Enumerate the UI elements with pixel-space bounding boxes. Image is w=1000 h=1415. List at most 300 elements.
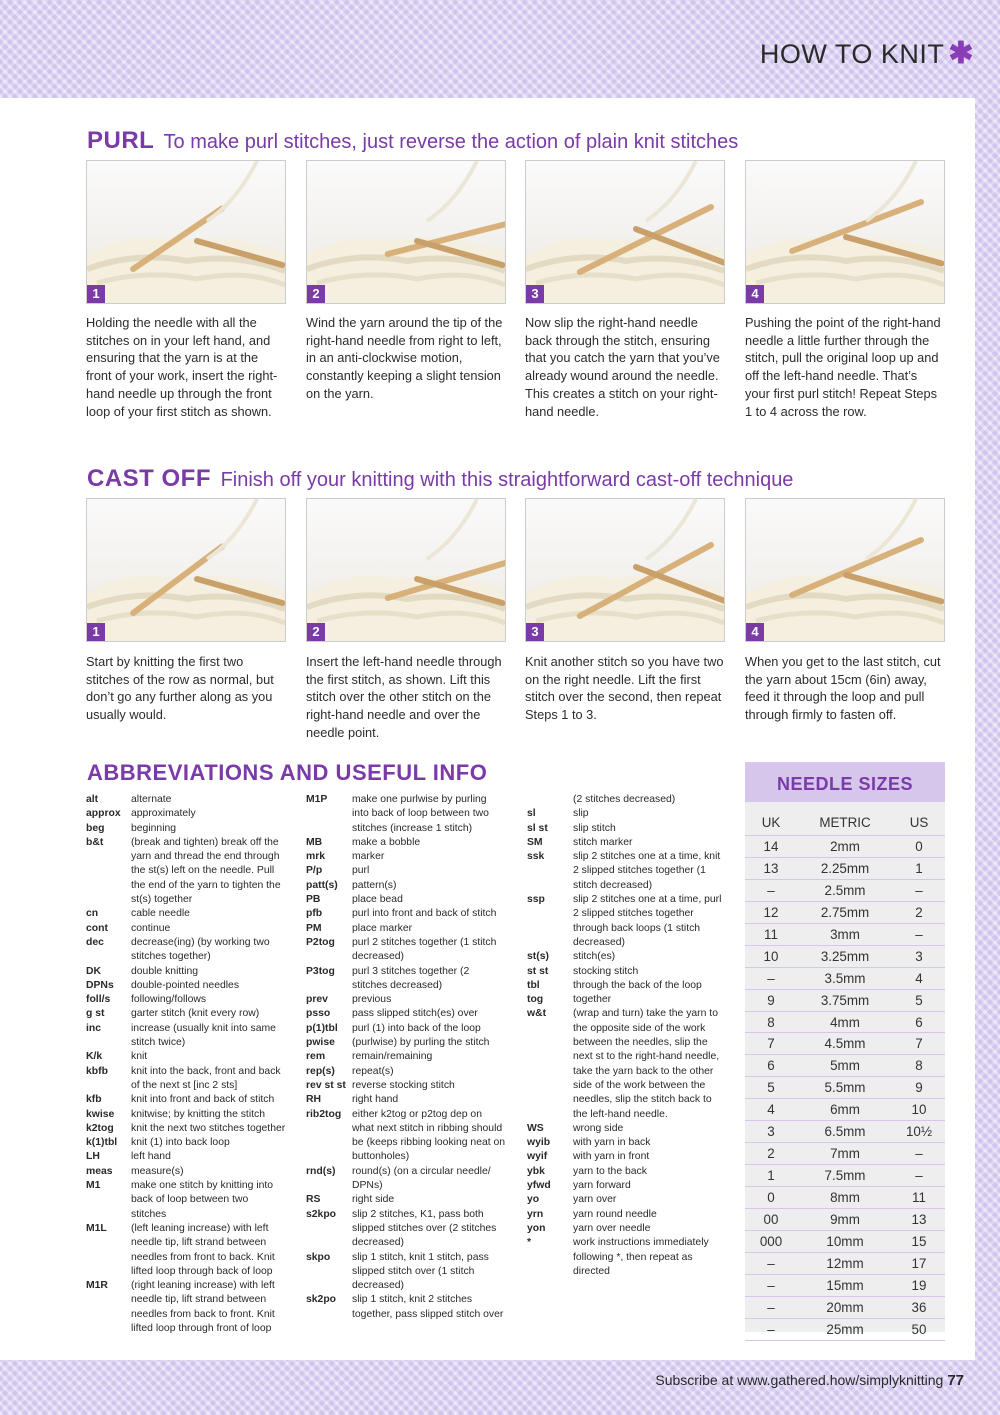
purl-step-text: Wind the yarn around the tip of the right-hand needle from right to left, in an anti-clockwise motion, constantly keeping a slight tension on the yarn. bbox=[306, 315, 503, 401]
abbreviation-entry bbox=[527, 1222, 727, 1236]
abbreviation-meaning: (break and tighten) break off the yarn and thread the end through the st(s) left on the needle. Pull the end of the yarn to tighten the st(s) together bbox=[131, 836, 281, 906]
abbreviation-meaning: purl into front and back of stitch bbox=[352, 908, 497, 920]
abbreviation-meaning: slip 1 stitch, knit 1 stitch, pass slipped stitch over (1 stitch decreased) bbox=[352, 1251, 489, 1292]
needle-sizes-cell: – bbox=[915, 926, 923, 942]
abbreviation-term: PM bbox=[306, 922, 322, 934]
abbreviation-term: M1 bbox=[86, 1180, 101, 1192]
needle-sizes-row bbox=[745, 1297, 945, 1319]
purl-step-photo bbox=[525, 160, 725, 304]
abbreviation-meaning: repeat(s) bbox=[352, 1065, 394, 1077]
abbreviation-term: kbfb bbox=[86, 1065, 108, 1077]
abbreviation-meaning: yarn over needle bbox=[573, 1222, 651, 1234]
castoff-step-text: Insert the left-hand needle through the first stitch, as shown. Lift this stitch over the other stitch on the right-hand needle and over the needle point. bbox=[306, 654, 502, 740]
abbreviation-entry bbox=[86, 1136, 286, 1150]
abbreviation-term: P3tog bbox=[306, 965, 335, 977]
abbreviation-entry bbox=[86, 1093, 286, 1107]
needle-sizes-cell: 2.5mm bbox=[824, 882, 866, 898]
abbreviation-entry bbox=[86, 1122, 286, 1136]
needle-sizes-cell: 4.5mm bbox=[824, 1036, 866, 1052]
abbreviation-meaning: measure(s) bbox=[131, 1165, 184, 1177]
needle-sizes-cell: 15 bbox=[911, 1233, 927, 1249]
abbreviation-meaning: (wrap and turn) take the yarn to the opposite side of the work between the needles, slip the next st to the right-hand needle, take the yarn back to the other side of the work between the needles, slip the stitch back to the left-hand needle. bbox=[573, 1008, 720, 1120]
abbreviation-term: RS bbox=[306, 1194, 321, 1206]
abbreviation-entry bbox=[86, 936, 286, 965]
needle-sizes-cell: 3.5mm bbox=[824, 970, 866, 986]
purl-step-text: Holding the needle with all the stitches on in your left hand, and ensuring that the yarn is at the front of your work, insert the right-hand needle up through the front loop of your first stitch as shown. bbox=[86, 315, 278, 419]
needle-sizes-cell: 3 bbox=[767, 1124, 775, 1140]
needle-sizes-header-cell: UK bbox=[761, 815, 781, 830]
purl-keyword: PURL bbox=[87, 127, 155, 154]
needle-sizes-row bbox=[745, 946, 945, 968]
abbreviation-meaning: cable needle bbox=[131, 908, 190, 920]
abbreviation-term: rev st st bbox=[306, 1079, 346, 1091]
abbreviation-meaning: with yarn in front bbox=[573, 1151, 650, 1163]
needle-sizes-cell: 11 bbox=[912, 1190, 926, 1205]
abbreviation-entry bbox=[306, 1079, 506, 1093]
abbreviation-meaning: stocking stitch bbox=[573, 965, 639, 977]
needle-sizes-cell: – bbox=[767, 970, 775, 986]
abbreviation-meaning: through the back of the loop bbox=[573, 979, 702, 991]
abbreviation-entry bbox=[527, 822, 727, 836]
needle-sizes-row bbox=[745, 1055, 945, 1077]
abbreviation-term: psso bbox=[306, 1008, 331, 1020]
abbreviation-meaning: previous bbox=[352, 994, 392, 1006]
abbreviation-entry bbox=[306, 1007, 506, 1021]
page-number: 77 bbox=[947, 1372, 964, 1389]
abbreviation-entry bbox=[306, 1108, 506, 1165]
abbreviation-entry bbox=[527, 1208, 727, 1222]
abbreviation-meaning: knitwise; by knitting the stitch bbox=[131, 1108, 265, 1120]
castoff-step-number: 3 bbox=[526, 623, 544, 641]
abbreviation-meaning: slip stitch bbox=[573, 822, 616, 834]
abbreviation-meaning: purl (1) into back of the loop bbox=[352, 1022, 481, 1034]
castoff-step-photo bbox=[306, 498, 506, 642]
abbreviation-meaning: pattern(s) bbox=[352, 879, 397, 891]
abbreviation-entry bbox=[86, 836, 286, 907]
needle-sizes-cell: – bbox=[915, 1146, 923, 1162]
abbreviation-meaning: reverse stocking stitch bbox=[352, 1079, 455, 1091]
flower-icon: ✱ bbox=[948, 37, 974, 70]
needle-sizes-cell: 25mm bbox=[826, 1321, 864, 1337]
abbreviation-entry bbox=[306, 1050, 506, 1064]
abbreviations-column bbox=[527, 793, 727, 1279]
needle-sizes-cell: 9mm bbox=[830, 1211, 860, 1227]
abbreviation-meaning: make a bobble bbox=[352, 836, 421, 848]
abbreviation-entry bbox=[86, 1222, 286, 1279]
needle-sizes-cell: 4 bbox=[767, 1102, 775, 1118]
castoff-step-number: 4 bbox=[746, 623, 764, 641]
abbreviation-entry bbox=[306, 879, 506, 893]
castoff-step-text: When you get to the last stitch, cut the yarn about 15cm (6in) away, feed it through the loop and pull through firmly to fasten off. bbox=[745, 654, 941, 723]
needle-sizes-cell: 00 bbox=[763, 1211, 779, 1227]
abbreviation-entry bbox=[86, 922, 286, 936]
castoff-step-photo bbox=[525, 498, 725, 642]
abbreviation-entry bbox=[306, 850, 506, 864]
needle-sizes-cell: 50 bbox=[911, 1321, 927, 1337]
needle-sizes-cell: 9 bbox=[915, 1080, 923, 1096]
abbreviation-term: kfb bbox=[86, 1094, 102, 1106]
abbreviation-entry bbox=[527, 1122, 727, 1136]
abbreviation-term: wyif bbox=[527, 1151, 548, 1163]
castoff-step-text: Start by knitting the first two stitches of the row as normal, but don’t go any further along as you usually would. bbox=[86, 654, 274, 723]
abbreviation-meaning: stitch marker bbox=[573, 836, 633, 848]
purl-step-text: Pushing the point of the right-hand needle a little further through the stitch, pull the original loop up and off the left-hand needle. That’s your first purl stitch! Repeat Steps 1 to 4 across the row. bbox=[745, 315, 941, 419]
needle-sizes-cell: 10 bbox=[763, 948, 779, 964]
needle-sizes-cell: 3 bbox=[915, 948, 923, 964]
abbreviation-meaning: slip bbox=[573, 808, 589, 820]
castoff-step-photo bbox=[86, 498, 286, 642]
needle-sizes-row bbox=[745, 990, 945, 1012]
abbreviation-entry bbox=[86, 907, 286, 921]
abbreviation-term: rnd(s) bbox=[306, 1165, 336, 1177]
needle-sizes-cell: 1 bbox=[767, 1168, 775, 1184]
needle-sizes-cell: 7.5mm bbox=[824, 1168, 866, 1184]
purl-step-text: Now slip the right-hand needle back through the stitch, ensuring that you catch the yarn that you’ve already wound around the needle. This creates a stitch on your right-hand needle. bbox=[525, 315, 720, 419]
abbreviation-term: SM bbox=[527, 836, 543, 848]
abbreviation-meaning: right hand bbox=[352, 1094, 399, 1106]
needle-sizes-cell: 2 bbox=[767, 1146, 775, 1162]
needle-sizes-row bbox=[745, 968, 945, 990]
abbreviation-meaning: round(s) (on a circular needle/ DPNs) bbox=[352, 1165, 491, 1192]
abbreviation-meaning: left hand bbox=[131, 1151, 171, 1163]
abbreviation-term: P2tog bbox=[306, 936, 335, 948]
abbreviation-meaning: knit into the back, front and back of the next st [inc 2 sts] bbox=[131, 1065, 281, 1091]
needle-sizes-cell: 5 bbox=[915, 992, 923, 1008]
needle-sizes-cell: 12 bbox=[763, 904, 779, 920]
abbreviation-term: * bbox=[527, 1237, 532, 1249]
abbreviation-entry bbox=[306, 836, 506, 850]
abbreviation-meaning: (left leaning increase) with left needle tip, lift strand between needles from front to back. Knit lifted loop through back of loop bbox=[131, 1222, 275, 1277]
abbreviation-entry bbox=[527, 850, 727, 893]
needle-sizes-cell: 17 bbox=[911, 1255, 927, 1271]
abbreviation-entry bbox=[527, 893, 727, 950]
abbreviation-term: w&t bbox=[527, 1008, 547, 1020]
abbreviation-entry bbox=[306, 1165, 506, 1194]
castoff-step-text: Knit another stitch so you have two on the right needle. Lift the first stitch over the second, then repeat Steps 1 to 3. bbox=[525, 654, 724, 723]
abbreviation-entry bbox=[527, 1179, 727, 1193]
abbreviation-meaning: alternate bbox=[131, 794, 172, 805]
abbreviation-term: rep(s) bbox=[306, 1065, 335, 1077]
abbreviation-entry bbox=[527, 1136, 727, 1150]
needle-sizes-row bbox=[745, 858, 945, 880]
needle-sizes-cell: 13 bbox=[763, 860, 779, 876]
abbreviation-term: M1P bbox=[306, 794, 328, 805]
abbreviation-term: skpo bbox=[306, 1251, 331, 1263]
abbreviation-term: s2kpo bbox=[306, 1208, 337, 1220]
abbreviation-entry bbox=[86, 1022, 286, 1051]
needle-sizes-cell: 36 bbox=[911, 1299, 927, 1315]
abbreviation-term: meas bbox=[86, 1165, 113, 1177]
needle-sizes-cell: 8mm bbox=[830, 1190, 860, 1205]
needle-sizes-cell: 4mm bbox=[830, 1014, 860, 1030]
abbreviation-term: RH bbox=[306, 1094, 322, 1106]
abbreviation-meaning: (purlwise) by purling the stitch bbox=[352, 1037, 490, 1049]
abbreviation-term: pfb bbox=[306, 908, 323, 920]
abbreviation-meaning: knit (1) into back loop bbox=[131, 1137, 230, 1149]
abbreviation-meaning: together bbox=[573, 994, 612, 1006]
needle-sizes-row bbox=[745, 1319, 945, 1341]
needle-sizes-cell: 5 bbox=[767, 1080, 775, 1096]
header-title bbox=[760, 36, 974, 71]
abbreviation-entry bbox=[527, 979, 727, 993]
abbreviations-heading: ABBREVIATIONS AND USEFUL INFO bbox=[87, 760, 488, 785]
abbreviation-entry bbox=[306, 1036, 506, 1050]
abbreviation-meaning: following/follows bbox=[131, 994, 207, 1006]
needle-sizes-cell: 19 bbox=[911, 1277, 927, 1293]
abbreviation-term: tog bbox=[527, 994, 544, 1006]
abbreviation-entry bbox=[306, 1208, 506, 1251]
abbreviation-term: dec bbox=[86, 936, 104, 948]
needle-sizes-cell: 6mm bbox=[830, 1102, 860, 1118]
needle-sizes-row bbox=[745, 1187, 945, 1209]
footer bbox=[655, 1372, 964, 1389]
abbreviation-term: pwise bbox=[306, 1037, 335, 1049]
abbreviation-meaning: double knitting bbox=[131, 965, 199, 977]
abbreviation-meaning: place bead bbox=[352, 894, 403, 906]
abbreviation-meaning: remain/remaining bbox=[352, 1051, 433, 1063]
abbreviation-meaning: make one stitch by knitting into back of loop between two stitches bbox=[131, 1180, 274, 1220]
needle-sizes-cell: 10 bbox=[911, 1102, 927, 1118]
needle-sizes-cell: 7 bbox=[767, 1036, 775, 1052]
abbreviation-entry bbox=[86, 1108, 286, 1122]
abbreviation-term: yo bbox=[527, 1194, 540, 1206]
abbreviation-meaning: purl 2 stitches together (1 stitch decreased) bbox=[352, 936, 497, 963]
needle-sizes-cell: – bbox=[767, 1277, 775, 1293]
abbreviation-entry bbox=[527, 807, 727, 821]
needle-sizes-row bbox=[745, 1077, 945, 1099]
abbreviation-term: beg bbox=[86, 822, 105, 834]
purl-subtitle: To make purl stitches, just reverse the action of plain knit stitches bbox=[163, 131, 739, 153]
abbreviation-meaning: beginning bbox=[131, 822, 177, 834]
abbreviation-term: P/p bbox=[306, 865, 323, 877]
abbreviation-meaning: place marker bbox=[352, 922, 413, 934]
abbreviation-entry bbox=[527, 1007, 727, 1121]
needle-sizes-cell: 5mm bbox=[830, 1058, 860, 1074]
abbreviation-term: g st bbox=[86, 1008, 105, 1020]
needle-sizes-cell: 10½ bbox=[905, 1124, 933, 1140]
abbreviation-entry bbox=[527, 836, 727, 850]
abbreviation-entry bbox=[527, 793, 727, 807]
needle-sizes-cell: 12mm bbox=[826, 1255, 864, 1271]
needle-sizes-row bbox=[745, 1121, 945, 1143]
abbreviation-meaning: garter stitch (knit every row) bbox=[131, 1008, 260, 1020]
abbreviation-entry bbox=[86, 979, 286, 993]
needle-sizes-cell: 10mm bbox=[826, 1233, 864, 1249]
abbreviation-entry bbox=[306, 1293, 506, 1322]
castoff-heading bbox=[87, 465, 793, 493]
needle-sizes-cell: 15mm bbox=[826, 1277, 864, 1293]
abbreviation-meaning: yarn forward bbox=[573, 1180, 631, 1192]
abbreviation-term: prev bbox=[306, 994, 328, 1006]
abbreviation-meaning: marker bbox=[352, 851, 385, 863]
abbreviation-term: M1R bbox=[86, 1280, 108, 1292]
needle-sizes-cell: 3.75mm bbox=[820, 992, 870, 1008]
abbreviation-entry bbox=[86, 965, 286, 979]
abbreviation-meaning: work instructions immediately following *, then repeat as directed bbox=[573, 1237, 709, 1277]
needle-sizes-cell: 0 bbox=[767, 1190, 775, 1205]
needle-sizes-cell: 5.5mm bbox=[824, 1080, 866, 1096]
abbreviation-meaning: double-pointed needles bbox=[131, 979, 240, 991]
abbreviation-term: cont bbox=[86, 922, 108, 934]
needle-sizes-cell: 20mm bbox=[826, 1299, 864, 1315]
abbreviation-entry bbox=[306, 922, 506, 936]
purl-heading bbox=[87, 127, 738, 155]
needle-sizes-row bbox=[745, 1253, 945, 1275]
abbreviation-entry bbox=[86, 993, 286, 1007]
abbreviation-entry bbox=[86, 1279, 286, 1336]
castoff-keyword: CAST OFF bbox=[87, 465, 211, 492]
abbreviation-entry bbox=[306, 793, 506, 836]
abbreviation-meaning: wrong side bbox=[573, 1122, 624, 1134]
abbreviation-entry bbox=[86, 1179, 286, 1222]
abbreviation-entry bbox=[527, 1150, 727, 1164]
needle-sizes-row bbox=[745, 1209, 945, 1231]
abbreviation-entry bbox=[306, 965, 506, 994]
castoff-step-number: 1 bbox=[87, 623, 105, 641]
abbreviation-meaning: slip 2 stitches one at a time, knit 2 slipped stitches together (1 stitch decreased) bbox=[573, 851, 721, 891]
abbreviation-term: p(1)tbl bbox=[306, 1022, 338, 1034]
needle-sizes-cell: 8 bbox=[915, 1058, 923, 1074]
abbreviation-meaning: pass slipped stitch(es) over bbox=[352, 1008, 478, 1020]
abbreviation-meaning: approximately bbox=[131, 808, 196, 820]
abbreviation-term: PB bbox=[306, 894, 321, 906]
abbreviations-column bbox=[306, 793, 506, 1322]
abbreviation-term: cn bbox=[86, 908, 99, 920]
abbreviation-term bbox=[527, 793, 573, 807]
abbreviation-meaning: stitch(es) bbox=[573, 951, 616, 963]
abbreviation-meaning: purl bbox=[352, 865, 370, 877]
abbreviation-term: patt(s) bbox=[306, 879, 338, 891]
needle-sizes-cell: 1 bbox=[915, 860, 923, 876]
needle-sizes-row bbox=[745, 924, 945, 946]
needle-sizes-cell: 7 bbox=[915, 1036, 923, 1052]
needle-sizes-row bbox=[745, 1033, 945, 1055]
abbreviation-entry bbox=[306, 1093, 506, 1107]
needle-sizes-cell: – bbox=[767, 1321, 775, 1337]
abbreviation-entry bbox=[86, 1150, 286, 1164]
abbreviation-term: sl bbox=[527, 808, 536, 820]
abbreviation-entry bbox=[306, 864, 506, 878]
abbreviation-term: yon bbox=[527, 1222, 546, 1234]
needle-sizes-cell: 8 bbox=[767, 1014, 775, 1030]
needle-sizes-cell: 3.25mm bbox=[820, 948, 870, 964]
abbreviation-entry bbox=[86, 807, 286, 821]
needle-sizes-row bbox=[745, 1165, 945, 1187]
abbreviation-entry bbox=[86, 793, 286, 807]
abbreviation-term: M1L bbox=[86, 1222, 107, 1234]
abbreviation-entry bbox=[86, 1065, 286, 1094]
abbreviation-entry bbox=[527, 1165, 727, 1179]
abbreviation-entry bbox=[306, 1193, 506, 1207]
needle-sizes-row bbox=[745, 1012, 945, 1034]
abbreviation-meaning: knit the next two stitches together bbox=[131, 1122, 286, 1134]
abbreviation-term: DPNs bbox=[86, 979, 114, 991]
abbreviation-entry bbox=[306, 936, 506, 965]
abbreviation-entry bbox=[86, 1007, 286, 1021]
abbreviation-entry bbox=[86, 1165, 286, 1179]
abbreviation-term: DK bbox=[86, 965, 102, 977]
purl-step-photo bbox=[86, 160, 286, 304]
abbreviation-term: kwise bbox=[86, 1108, 115, 1120]
abbreviation-term: k(1)tbl bbox=[86, 1137, 118, 1149]
abbreviation-meaning: continue bbox=[131, 922, 171, 934]
abbreviation-entry bbox=[86, 1050, 286, 1064]
abbreviation-entry bbox=[306, 993, 506, 1007]
abbreviation-term: tbl bbox=[527, 979, 540, 991]
abbreviation-term: inc bbox=[86, 1022, 102, 1034]
needle-sizes-row bbox=[745, 902, 945, 924]
abbreviation-meaning: either k2tog or p2tog dep on what next stitch in ribbing should be (keeps ribbing looking neat on buttonholes) bbox=[352, 1108, 506, 1163]
needle-sizes-cell: 14 bbox=[763, 839, 779, 854]
abbreviation-meaning: (right leaning increase) with left needle tip, lift strand between needles from back to front. Knit lifted loop through front of loop bbox=[131, 1280, 275, 1334]
abbreviation-term: sl st bbox=[527, 822, 548, 834]
castoff-subtitle: Finish off your knitting with this straightforward cast-off technique bbox=[220, 469, 794, 491]
needle-sizes-row bbox=[745, 1275, 945, 1297]
needle-sizes-row bbox=[745, 836, 945, 858]
needle-sizes-row bbox=[745, 1143, 945, 1165]
needle-sizes-cell: 9 bbox=[767, 992, 775, 1008]
abbreviation-term: LH bbox=[86, 1151, 100, 1163]
purl-step-photo bbox=[745, 160, 945, 304]
abbreviation-entry bbox=[86, 822, 286, 836]
purl-step-number: 1 bbox=[87, 285, 105, 303]
needle-sizes-row bbox=[745, 1099, 945, 1121]
needle-sizes-cell: 13 bbox=[911, 1211, 927, 1227]
needle-sizes-header-cell: US bbox=[909, 815, 929, 830]
abbreviation-meaning: decrease(ing) (by working two stitches together) bbox=[131, 936, 270, 963]
needle-sizes-header-row bbox=[745, 811, 945, 836]
needle-sizes-cell: 2.25mm bbox=[820, 860, 870, 876]
abbreviation-meaning: yarn over bbox=[573, 1194, 617, 1206]
purl-step-number: 2 bbox=[307, 285, 325, 303]
needle-sizes-cell: – bbox=[915, 882, 923, 898]
abbreviation-meaning: with yarn in back bbox=[573, 1137, 651, 1149]
abbreviations-column bbox=[86, 793, 286, 1336]
abbreviation-entry bbox=[306, 1065, 506, 1079]
purl-step-number: 4 bbox=[746, 285, 764, 303]
abbreviation-entry bbox=[527, 950, 727, 964]
needle-sizes-cell: 2 bbox=[915, 904, 923, 920]
needle-sizes-table bbox=[745, 811, 945, 1341]
abbreviation-entry bbox=[306, 907, 506, 921]
needle-sizes-cell: 7mm bbox=[830, 1146, 860, 1162]
abbreviation-entry bbox=[306, 893, 506, 907]
abbreviation-term: sk2po bbox=[306, 1294, 337, 1306]
needle-sizes-cell: 000 bbox=[759, 1233, 783, 1249]
abbreviation-meaning: yarn to the back bbox=[573, 1165, 647, 1177]
abbreviation-term: st(s) bbox=[527, 951, 549, 963]
needle-sizes-cell: 6 bbox=[767, 1058, 775, 1074]
abbreviation-meaning: right side bbox=[352, 1194, 395, 1206]
purl-step-photo bbox=[306, 160, 506, 304]
abbreviation-meaning: purl 3 stitches together (2 stitches decreased) bbox=[352, 965, 470, 991]
abbreviation-meaning: slip 2 stitches, K1, pass both slipped stitches over (2 stitches decreased) bbox=[352, 1208, 497, 1249]
needle-sizes-cell: 11 bbox=[764, 926, 778, 942]
abbreviation-term: yfwd bbox=[527, 1180, 551, 1192]
abbreviation-term: rem bbox=[306, 1051, 326, 1063]
abbreviation-entry bbox=[306, 1251, 506, 1294]
abbreviation-entry bbox=[527, 965, 727, 979]
abbreviation-meaning: slip 2 stitches one at a time, purl 2 slipped stitches together through back loops (1 stitch decreased) bbox=[573, 894, 722, 948]
castoff-step-photo bbox=[745, 498, 945, 642]
abbreviation-term: approx bbox=[86, 808, 121, 820]
purl-step-number: 3 bbox=[526, 285, 544, 303]
abbreviation-term: ssp bbox=[527, 894, 545, 906]
needle-sizes-cell: 2mm bbox=[830, 839, 860, 854]
needle-sizes-cell: 3mm bbox=[830, 926, 860, 942]
abbreviation-meaning: slip 1 stitch, knit 2 stitches together, pass slipped stitch over bbox=[352, 1294, 504, 1320]
abbreviation-term: rib2tog bbox=[306, 1108, 342, 1120]
